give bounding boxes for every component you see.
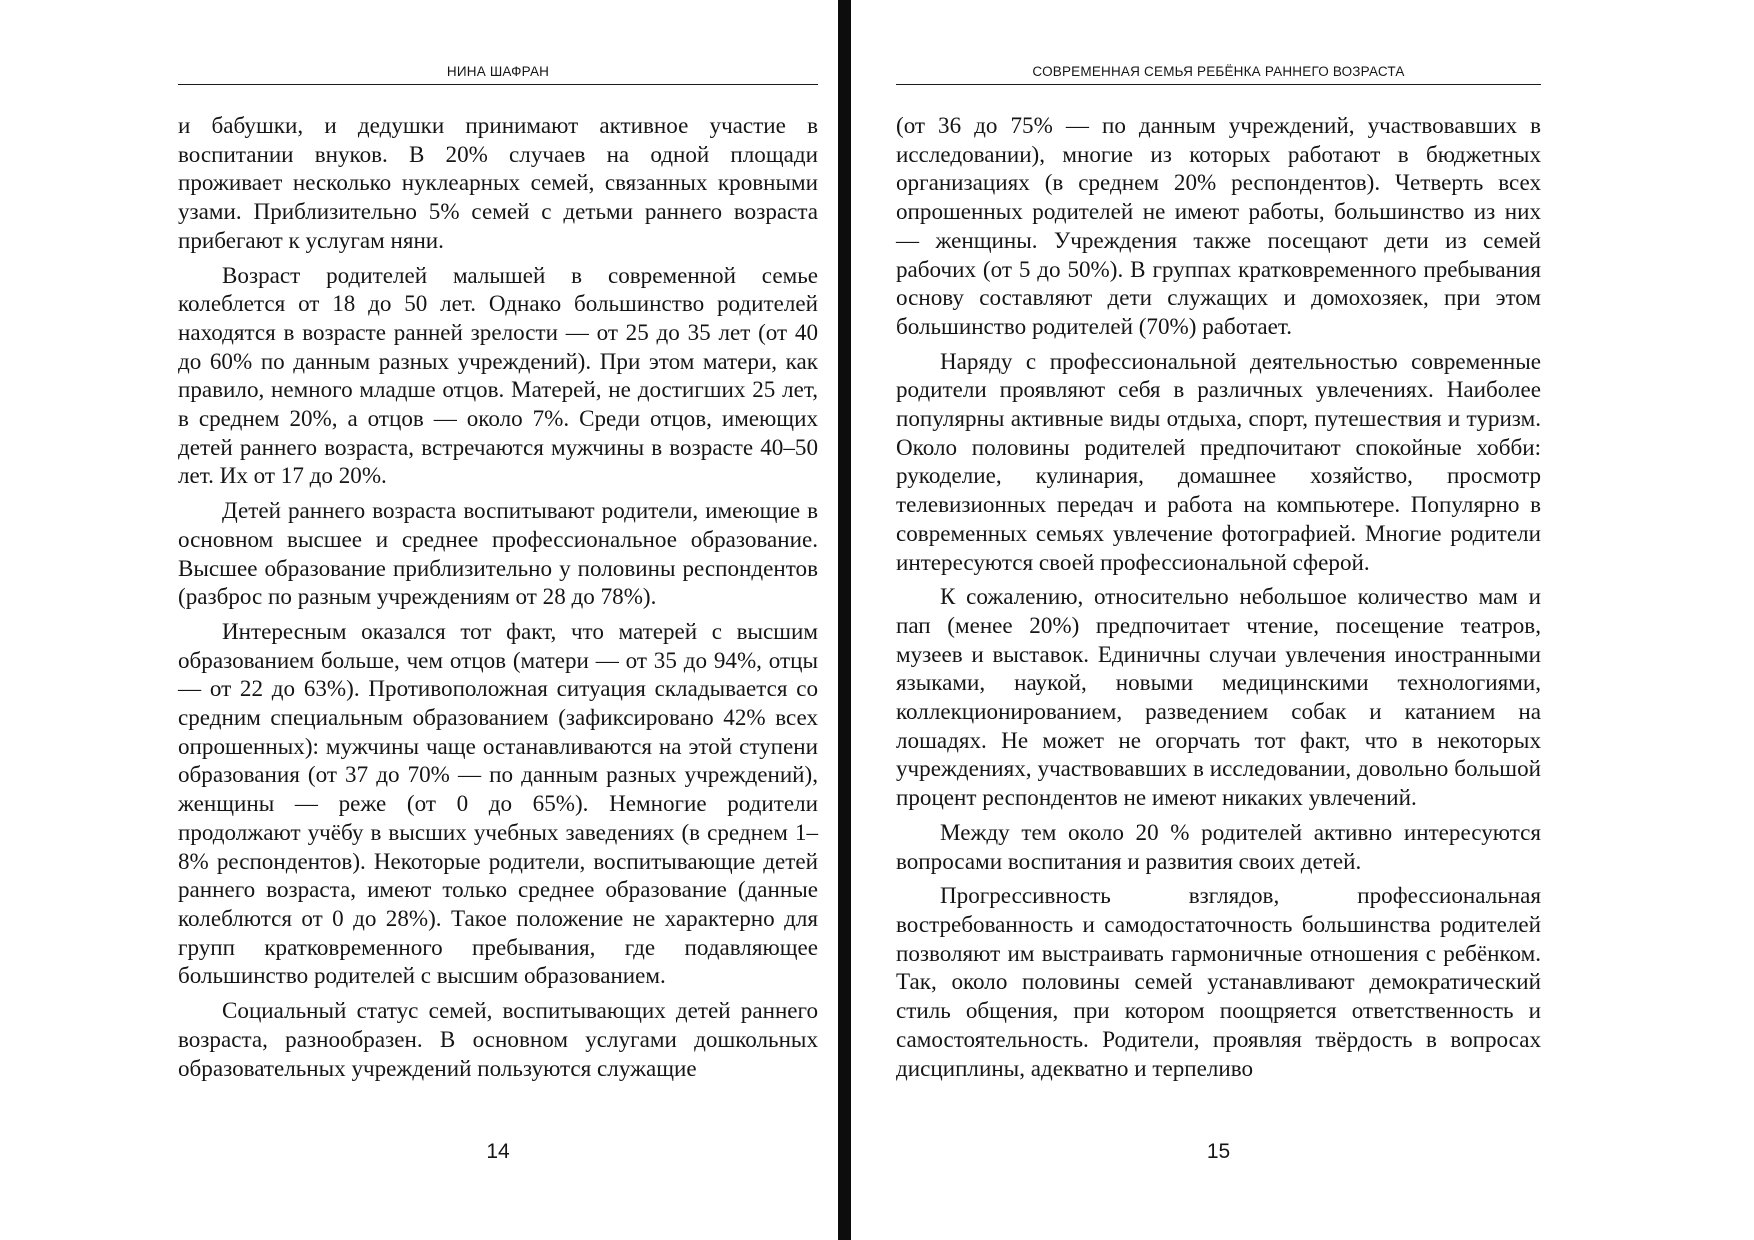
header-rule-left <box>178 84 818 85</box>
paragraph: Прогрессивность взглядов, профессиональная востребованность и самодостаточность большинства родителей позволяют им выстраивать гармоничные отношения с ребёнком. Так, около половины семей устанавливают демократический стиль общения, при котором поощряется ответственность и самостоятельность. Родители, проявляя твёрдость в вопросах дисциплины, адекватно и терпеливо <box>896 882 1541 1081</box>
page-number-left: 14 <box>486 1140 510 1163</box>
left-page <box>178 0 818 1240</box>
book-gutter <box>838 0 851 1240</box>
paragraph: К сожалению, относительно небольшое количество мам и пап (менее 20%) предпочитает чтение, посещение театров, музеев и выставок. Единичны случаи увлечения иностранными языками, наукой, новыми медицинскими технологиями, коллекционированием, разведением собак и катанием на лошадях. Не может не огорчать тот факт, что в некоторых учреждениях, участвовавших в исследовании, довольно большой процент респондентов не имеют никаких увлечений. <box>896 583 1541 811</box>
paragraph: и бабушки, и дедушки принимают активное участие в воспитании внуков. В 20% случаев на одной площади проживает несколько нуклеарных семей, связанных кровными узами. Приблизительно 5% семей с детьми раннего возраста прибегают к услугам няни. <box>178 112 818 253</box>
paragraph: Социальный статус семей, воспитывающих детей раннего возраста, разнообразен. В основном услугами дошкольных образовательных учреждений пользуются служащие <box>178 997 818 1081</box>
right-page <box>896 0 1541 1240</box>
right-page-body <box>896 111 1541 1088</box>
paragraph: Интересным оказался тот факт, что матерей с высшим образованием больше, чем отцов (матери — от 35 до 94%, отцы — от 22 до 63%). Противоположная ситуация складывается со средним специальным образованием (зафиксировано 42% всех опрошенных): мужчины чаще останавливаются на этой ступени образования (от 37 до 70% — по данным разных учреждений), женщины — реже (от 0 до 65%). Немногие родители продолжают учёбу в высших учебных заведениях (в среднем 1–8% респондентов). Некоторые родители, воспитывающие детей раннего возраста, имеют только среднее образование (данные колеблются от 0 до 28%). Такое положение не характерно для групп кратковременного пребывания, где подавляющее большинство родителей с высшим образованием. <box>178 617 818 989</box>
running-head-left: НИНА ШАФРАН <box>446 64 550 79</box>
paragraph: Наряду с профессиональной деятельностью современные родители проявляют себя в различных увлечениях. Наиболее популярны активные виды отдыха, спорт, путешествия и туризм. Около половины родителей предпочитают спокойные хобби: рукоделие, кулинария, домашнее хозяйство, просмотр телевизионных передач и работа на компьютере. Популярно в современных семьях увлечение фотографией. Многие родители интересуются своей профессиональной сферой. <box>896 347 1541 575</box>
paragraph: Возраст родителей малышей в современной семье колеблется от 18 до 50 лет. Однако большинство родителей находятся в возрасте ранней зрелости — от 25 до 35 лет (от 40 до 60% по данным разных учреждений). При этом матери, как правило, немного младше отцов. Матерей, не достигших 25 лет, в среднем 20%, а отцов — около 7%. Среди отцов, имеющих детей раннего возраста, встречаются мужчины в возрасте 40–50 лет. Их от 17 до 20%. <box>178 261 818 489</box>
paragraph: Детей раннего возраста воспитывают родители, имеющие в основном высшее и среднее профессиональное образование. Высшее образование приблизительно у половины респондентов (разброс по разным учреждениям от 28 до 78%). <box>178 497 818 610</box>
paragraph: Между тем около 20 % родителей активно интересуются вопросами воспитания и развития своих детей. <box>896 818 1541 874</box>
left-page-body <box>178 111 818 1088</box>
page-number-right: 15 <box>1206 1140 1231 1163</box>
running-head-right: СОВРЕМЕННАЯ СЕМЬЯ РЕБЁНКА РАННЕГО ВОЗРАСТА <box>1032 64 1405 79</box>
paragraph: (от 36 до 75% — по данным учреждений, участвовавших в исследовании), многие из которых работают в бюджетных организациях (в среднем 20% респондентов). Четверть всех опрошенных родителей не имеют работы, большинство из них — женщины. Учреждения также посещают дети из семей рабочих (от 5 до 50%). В группах кратковременного пребывания основу составляют дети служащих и домохозяек, при этом большинство родителей (70%) работает. <box>896 112 1541 339</box>
header-rule-right <box>896 84 1541 85</box>
